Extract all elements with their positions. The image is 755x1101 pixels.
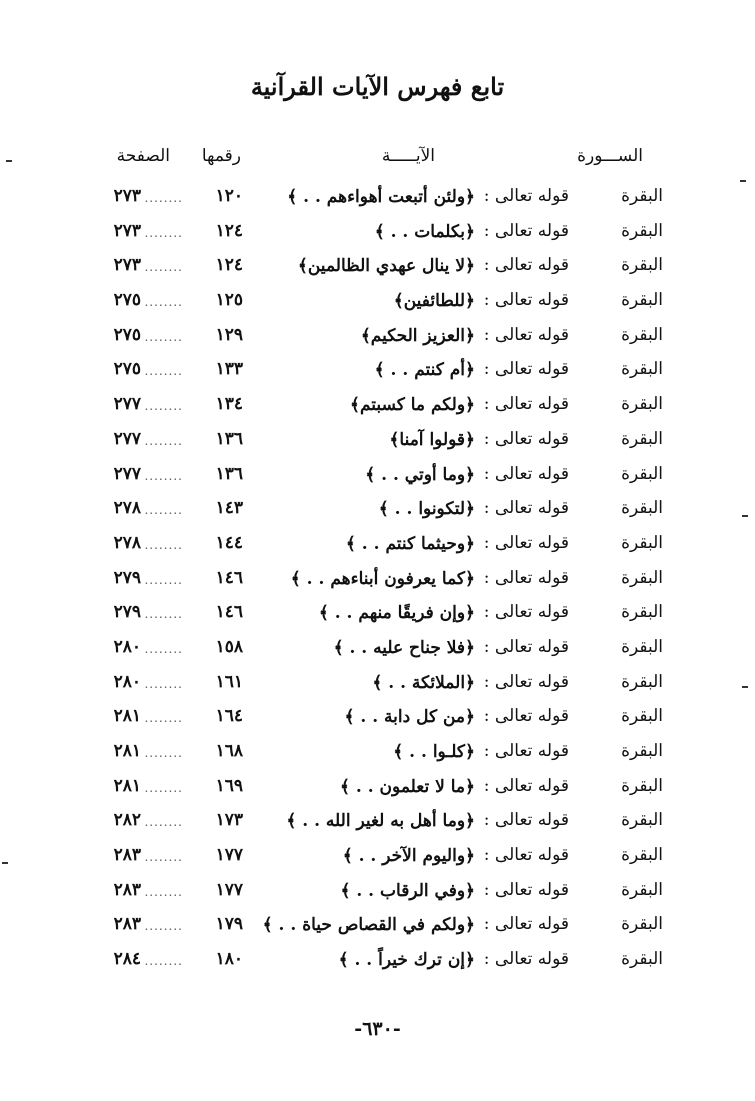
surah-cell: البقرة: [621, 290, 663, 311]
page-cell: ٢٧٧: [113, 394, 141, 415]
page-cell: ٢٧٥: [113, 290, 141, 311]
surah-cell: البقرة: [621, 359, 663, 380]
surah-cell: البقرة: [621, 255, 663, 276]
ayah-number-cell: ١٤٦: [215, 602, 243, 623]
ayah-cell: ﴿كلـوا . . ﴾: [393, 742, 475, 762]
ayah-cell: ﴿الملائكة . . ﴾: [372, 672, 475, 693]
leader-dots: ........: [144, 746, 183, 760]
ayah-number-cell: ١٥٨: [215, 636, 243, 657]
ayah-cell: ﴿للطائفين﴾: [393, 291, 475, 312]
qawl-label: قوله تعالى :: [483, 914, 569, 935]
ayah-cell: ﴿فلا جناح عليه . . ﴾: [333, 637, 475, 658]
table-row: [0, 668, 755, 703]
page-cell: ٢٧٣: [113, 220, 141, 241]
leader-dots: ........: [144, 399, 183, 414]
leader-dots: ........: [144, 711, 183, 726]
ayah-cell: ﴿ولكم في القصاص حياة . . ﴾: [262, 915, 475, 936]
leader-dots: ........: [144, 572, 183, 587]
ayah-number-cell: ١٧٧: [215, 879, 243, 900]
leader-dots: ........: [144, 225, 183, 240]
page-cell: ٢٨٢: [113, 810, 141, 831]
table-row: [0, 355, 755, 390]
margin-mark: [742, 686, 748, 688]
ayah-cell: ﴿إن ترك خيراً . . ﴾: [338, 950, 475, 971]
surah-cell: البقرة: [621, 775, 663, 796]
table-row: [0, 494, 755, 529]
ayah-number-cell: ١٧٩: [215, 914, 243, 935]
ayah-number-cell: ١٣٤: [215, 394, 243, 415]
surah-cell: البقرة: [621, 636, 663, 657]
ayah-number-cell: ١٢٠: [215, 186, 243, 206]
qawl-label: قوله تعالى :: [483, 255, 569, 276]
page-cell: ٢٧٥: [113, 324, 141, 345]
header-number: رقمها: [201, 146, 241, 166]
table-row: [0, 737, 755, 772]
ayah-cell: ﴿من كل دابة . . ﴾: [344, 707, 475, 728]
ayah-cell: ﴿لتكونوا . . ﴾: [378, 499, 475, 520]
ayah-cell: ﴿وإن فريقًا منهم . . ﴾: [318, 603, 475, 624]
ayah-cell: ﴿ولئن أتبعت أهواءهم . . ﴾: [287, 187, 475, 207]
page-cell: ٢٨٠: [113, 671, 141, 692]
header-page: الصفحة: [116, 146, 170, 166]
ayah-cell: ﴿وفي الرقاب . . ﴾: [340, 880, 475, 901]
table-row: [0, 425, 755, 460]
ayah-cell: ﴿لا ينال عهدي الظالمين﴾: [297, 256, 475, 277]
table-row: [0, 806, 755, 841]
qawl-label: قوله تعالى :: [483, 394, 569, 415]
leader-dots: ........: [144, 850, 183, 865]
table-row: [0, 529, 755, 564]
leader-dots: ........: [144, 919, 183, 934]
qawl-label: قوله تعالى :: [483, 186, 569, 206]
leader-dots: ........: [144, 433, 183, 448]
ayah-number-cell: ١٢٥: [215, 290, 243, 311]
qawl-label: قوله تعالى :: [483, 428, 569, 449]
ayah-cell: ﴿العزيز الحكيم﴾: [360, 325, 475, 346]
ayah-number-cell: ١٣٦: [215, 463, 243, 484]
leader-dots: ........: [144, 503, 183, 518]
surah-cell: البقرة: [621, 741, 663, 761]
ayah-cell: ﴿أم كنتم . . ﴾: [374, 360, 475, 381]
leader-dots: ........: [144, 676, 183, 691]
page-cell: ٢٧٩: [113, 602, 141, 623]
leader-dots: ........: [144, 537, 183, 552]
ayah-number-cell: ١٨٠: [215, 949, 243, 970]
leader-dots: ........: [144, 295, 183, 310]
page-cell: ٢٨١: [113, 741, 141, 761]
leader-dots: ........: [144, 607, 183, 622]
ayah-cell: ﴿كما يعرفون أبناءهم . . ﴾: [290, 568, 475, 589]
leader-dots: ........: [144, 468, 183, 483]
ayah-number-cell: ١٤٤: [215, 532, 243, 553]
ayah-cell: ﴿وما أهل به لغير الله . . ﴾: [286, 811, 475, 832]
surah-cell: البقرة: [621, 706, 663, 727]
ayah-number-cell: ١٦١: [215, 671, 243, 692]
surah-cell: البقرة: [621, 879, 663, 900]
ayah-cell: ﴿ما لا تعلمون . . ﴾: [340, 776, 475, 797]
header-surah: الســـورة: [577, 146, 643, 166]
ayah-cell: ﴿قولوا آمنا﴾: [389, 429, 475, 450]
ayah-cell: ﴿واليوم الآخر . . ﴾: [342, 846, 475, 867]
surah-cell: البقرة: [621, 567, 663, 588]
margin-mark: [2, 862, 8, 864]
page-cell: ٢٧٣: [113, 255, 141, 276]
table-row: [0, 460, 755, 495]
page-cell: ٢٨٤: [113, 949, 141, 970]
leader-dots: ........: [144, 884, 183, 899]
qawl-label: قوله تعالى :: [483, 324, 569, 345]
ayah-number-cell: ١٣٦: [215, 428, 243, 449]
table-row: [0, 564, 755, 599]
qawl-label: قوله تعالى :: [483, 463, 569, 484]
surah-cell: البقرة: [621, 498, 663, 519]
ayah-number-cell: ١٦٩: [215, 775, 243, 796]
table-row: [0, 286, 755, 321]
page-cell: ٢٧٥: [113, 359, 141, 380]
surah-cell: البقرة: [621, 671, 663, 692]
page-cell: ٢٧٣: [113, 186, 141, 206]
ayah-number-cell: ١٢٤: [215, 255, 243, 276]
margin-mark: [740, 180, 746, 182]
table-row: [0, 598, 755, 633]
surah-cell: البقرة: [621, 394, 663, 415]
qawl-label: قوله تعالى :: [483, 498, 569, 519]
qawl-label: قوله تعالى :: [483, 879, 569, 900]
ayah-number-cell: ١٧٣: [215, 810, 243, 831]
leader-dots: ........: [144, 260, 183, 275]
page-number: -٦٣٠-: [354, 1018, 401, 1040]
qawl-label: قوله تعالى :: [483, 810, 569, 831]
surah-cell: البقرة: [621, 810, 663, 831]
page-cell: ٢٨١: [113, 706, 141, 727]
ayah-cell: ﴿بكلمات . . ﴾: [374, 221, 475, 242]
margin-mark: [742, 515, 748, 517]
table-row: [0, 841, 755, 876]
surah-cell: البقرة: [621, 845, 663, 866]
surah-cell: البقرة: [621, 186, 663, 206]
qawl-label: قوله تعالى :: [483, 567, 569, 588]
qawl-label: قوله تعالى :: [483, 741, 569, 761]
table-row: [0, 702, 755, 737]
surah-cell: البقرة: [621, 463, 663, 484]
qawl-label: قوله تعالى :: [483, 671, 569, 692]
table-row: [0, 251, 755, 286]
page-cell: ٢٨٣: [113, 845, 141, 866]
table-row: [0, 321, 755, 356]
qawl-label: قوله تعالى :: [483, 532, 569, 553]
table-row: [0, 182, 755, 217]
ayah-cell: ﴿وحيثما كنتم . . ﴾: [345, 533, 475, 554]
qawl-label: قوله تعالى :: [483, 220, 569, 241]
qawl-label: قوله تعالى :: [483, 949, 569, 970]
header-ayah: الآيـــــة: [381, 146, 435, 166]
ayah-number-cell: ١٣٣: [215, 359, 243, 380]
surah-cell: البقرة: [621, 324, 663, 345]
ayah-number-cell: ١٦٤: [215, 706, 243, 727]
table-row: [0, 910, 755, 945]
ayah-number-cell: ١٧٧: [215, 845, 243, 866]
qawl-label: قوله تعالى :: [483, 706, 569, 727]
surah-cell: البقرة: [621, 914, 663, 935]
table-row: [0, 772, 755, 807]
leader-dots: ........: [144, 191, 183, 205]
page-cell: ٢٧٨: [113, 532, 141, 553]
page-cell: ٢٨٣: [113, 879, 141, 900]
table-row: [0, 633, 755, 668]
surah-cell: البقرة: [621, 428, 663, 449]
page-cell: ٢٨٣: [113, 914, 141, 935]
ayah-number-cell: ١٤٦: [215, 567, 243, 588]
page-cell: ٢٧٧: [113, 463, 141, 484]
leader-dots: ........: [144, 954, 183, 969]
page-cell: ٢٧٩: [113, 567, 141, 588]
qawl-label: قوله تعالى :: [483, 636, 569, 657]
qawl-label: قوله تعالى :: [483, 602, 569, 623]
table-row: [0, 217, 755, 252]
ayah-cell: ﴿وما أوتي . . ﴾: [365, 464, 475, 485]
table-row: [0, 390, 755, 425]
leader-dots: ........: [144, 329, 183, 344]
ayah-number-cell: ١٢٤: [215, 220, 243, 241]
page-cell: ٢٧٧: [113, 428, 141, 449]
page-title: تابع فهرس الآيات القرآنية: [250, 72, 505, 101]
table-row: [0, 876, 755, 911]
surah-cell: البقرة: [621, 532, 663, 553]
leader-dots: ........: [144, 641, 183, 656]
ayah-number-cell: ١٤٣: [215, 498, 243, 519]
index-table: [0, 182, 755, 980]
table-row: [0, 945, 755, 980]
page-cell: ٢٨٠: [113, 636, 141, 657]
qawl-label: قوله تعالى :: [483, 359, 569, 380]
surah-cell: البقرة: [621, 949, 663, 970]
page-cell: ٢٨١: [113, 775, 141, 796]
table-header: [0, 146, 755, 176]
leader-dots: ........: [144, 815, 183, 830]
surah-cell: البقرة: [621, 602, 663, 623]
leader-dots: ........: [144, 780, 183, 795]
ayah-number-cell: ١٢٩: [215, 324, 243, 345]
ayah-number-cell: ١٦٨: [215, 741, 243, 761]
page-cell: ٢٧٨: [113, 498, 141, 519]
qawl-label: قوله تعالى :: [483, 845, 569, 866]
surah-cell: البقرة: [621, 220, 663, 241]
ayah-cell: ﴿ولكم ما كسبتم﴾: [350, 395, 475, 416]
qawl-label: قوله تعالى :: [483, 775, 569, 796]
margin-mark: [6, 160, 12, 162]
qawl-label: قوله تعالى :: [483, 290, 569, 311]
leader-dots: ........: [144, 364, 183, 379]
